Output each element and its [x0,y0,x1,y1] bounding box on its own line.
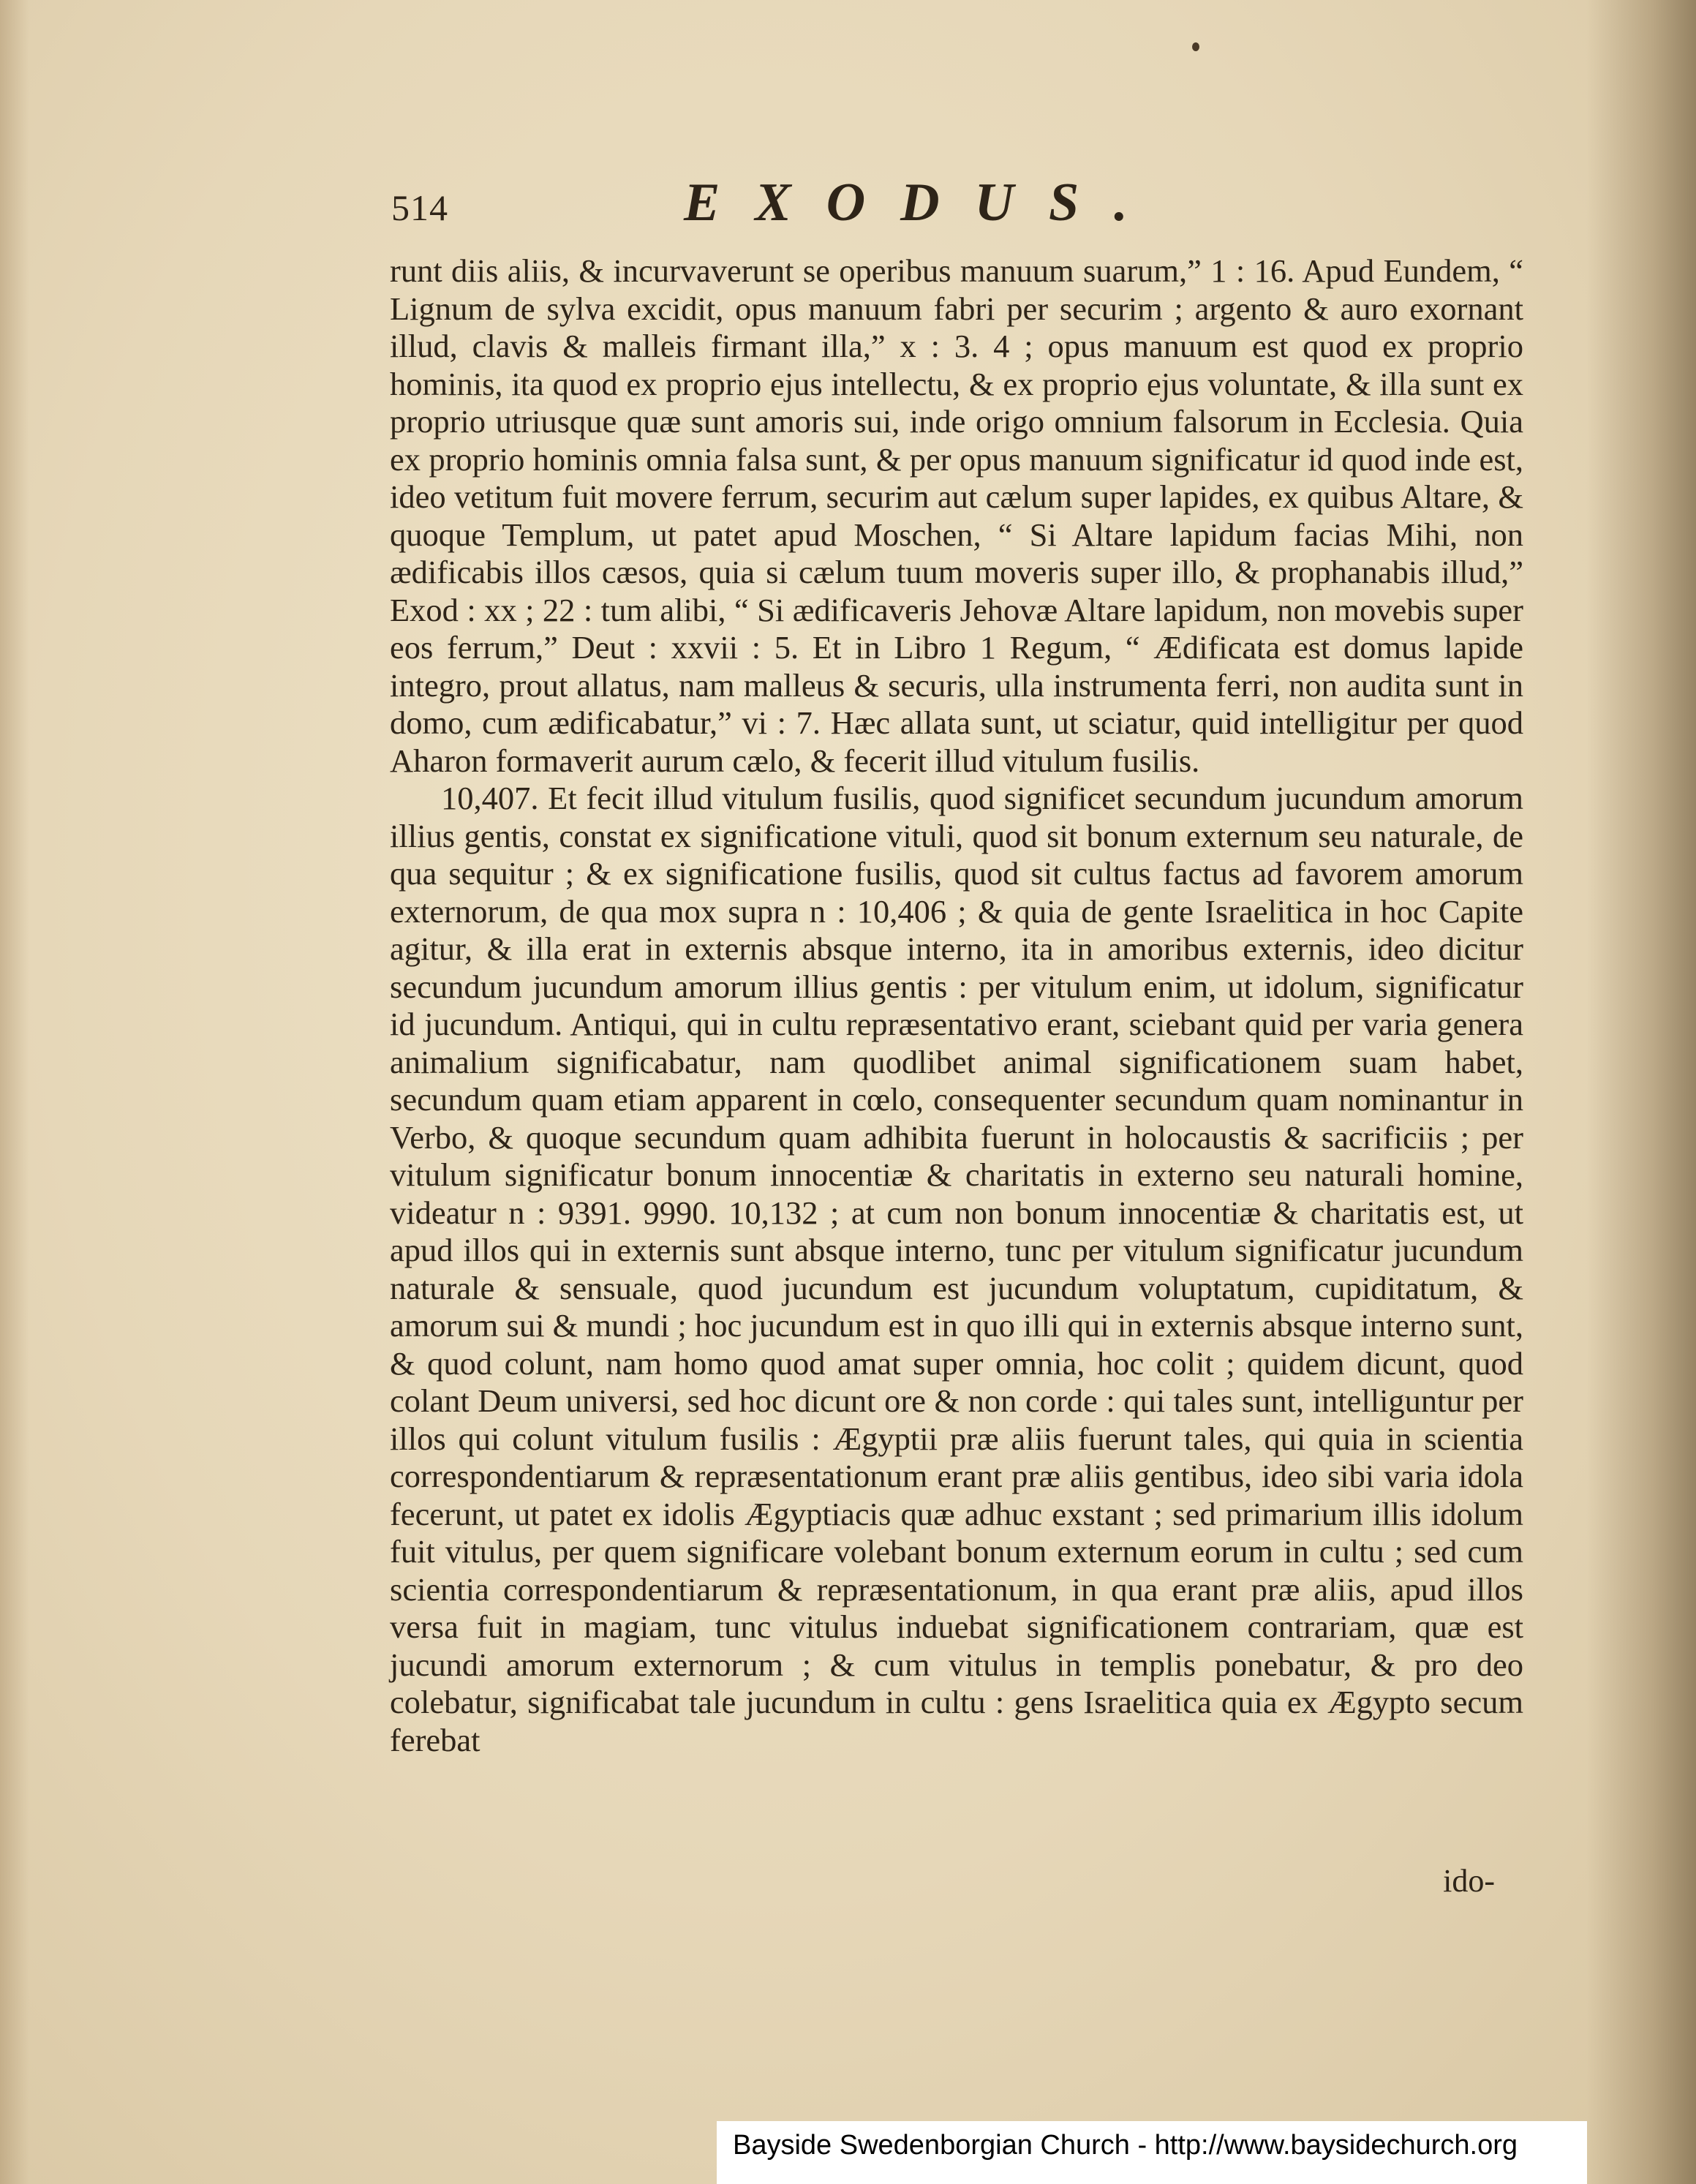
running-title: EXODUS. [684,173,1163,233]
source-watermark: Bayside Swedenborgian Church - http://www.baysidechurch.org [733,2130,1518,2161]
binding-gutter-shadow [1586,0,1696,2184]
page-number: 514 [391,187,448,228]
body-text [390,252,1523,1759]
page-left-edge [0,0,29,2184]
ink-spot [1192,42,1199,51]
catchword: ido- [1443,1863,1495,1899]
paragraph-10407: 10,407. Et fecit illud vitulum fusilis, quod significet secundum jucundum amorum illius gentis, constat ex significatione vituli, quod sit bonum externum seu naturale, de qua sequitur ; & ex significatione fusilis, quod sit cultus factus ad favorem amorum externorum, de qua mox supra n : 10,406 ; & quia de gente Israelitica in hoc Capite agitur, & illa erat in externis absque interno, ita in amoribus externis, ideo dicitur secundum jucundum amorum illius gentis : per vitulum enim, ut idolum, significatur id jucundum. Antiqui, qui in cultu repræsentativo erant, sciebant quid per varia genera animalium significabatur, nam quodlibet animal significationem suam habet, secundum quam etiam apparent in cœlo, consequenter secundum quam nominantur in Verbo, & quoque secundum quam adhibita fuerunt in holocaustis & sacrificiis ; per vitulum significatur bonum innocentiæ & charitatis in externo seu naturali homine, videatur n : 9391. 9990. 10,132 ; at cum non bonum innocentiæ & charitatis est, ut apud illos qui in externis sunt absque interno, tunc per vitulum significatur jucundum naturale & sensuale, quod jucundum est jucundum voluptatum, cupiditatum, & amorum sui & mundi ; hoc jucundum est in quo illi qui in externis absque interno sunt, & quod colunt, nam homo quod amat super omnia, hoc colit ; quidem dicunt, quod colant Deum universi, sed hoc dicunt ore & non corde : qui tales sunt, intelliguntur per illos qui colunt vitulum fusilis : Ægyptii præ aliis fuerunt tales, qui quia in scientia correspondentiarum & repræsentationum erant præ aliis gentibus, ideo sibi varia idola fecerunt, ut patet ex idolis Ægyptiacis quæ adhuc exstant ; sed primarium illis idolum fuit vitulus, per quem significare volebant bonum externum eorum in cultu ; sed cum scientia correspondentiarum & repræsentationum, in qua erant præ aliis, apud illos versa fuit in magiam, tunc vitulus induebat significationem contrariam, quæ est jucundi amorum externorum ; & cum vitulus in templis ponebatur, & pro deo colebatur, significabat tale jucundum in cultu : gens Israelitica quia ex Ægypto secum ferebat [390,780,1523,1758]
page-header [391,172,1518,238]
paragraph-continuation: runt diis aliis, & incurvaverunt se operibus manuum suarum,” 1 : 16. Apud Eundem, “ Lignum de sylva excidit, opus manuum fabri per securim ; argento & auro exornant illud, clavis & malleis firmant illa,” x : 3. 4 ; opus manuum est quod ex proprio hominis, ita quod ex proprio ejus intellectu, & ex proprio ejus voluntate, & illa sunt ex proprio utriusque quæ sunt amoris sui, inde origo omnium falsorum in Ecclesia. Quia ex proprio hominis omnia falsa sunt, & per opus manuum significatur id quod inde est, ideo vetitum fuit movere ferrum, securim aut cælum super lapides, ex quibus Altare, & quoque Templum, ut patet apud Moschen, “ Si Altare lapidum facias Mihi, non ædificabis illos cæsos, quia si cælum tuum moveris super illo, & prophanabis illud,” Exod : xx ; 22 : tum alibi, “ Si ædificaveris Jehovæ Altare lapidum, non movebis super eos ferrum,” Deut : xxvii : 5. Et in Libro 1 Regum, “ Ædificata est domus lapide integro, prout allatus, nam malleus & securis, ulla instrumenta ferri, non audita sunt in domo, cum ædificabatur,” vi : 7. Hæc allata sunt, ut sciatur, quid intelligitur per quod Aharon formaverit aurum cælo, & fecerit illud vitulum fusilis. [390,252,1523,779]
